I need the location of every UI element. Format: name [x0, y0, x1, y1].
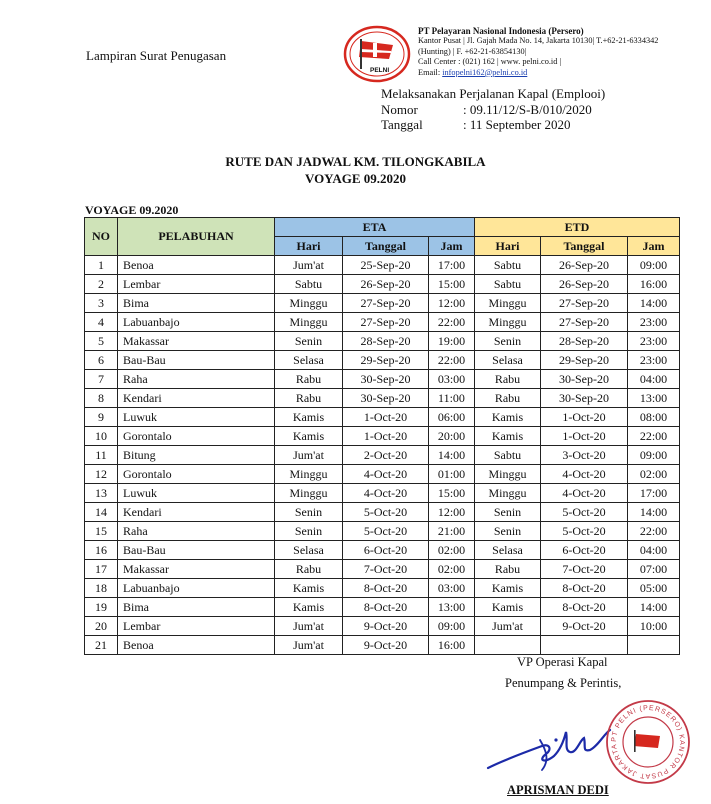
table-row — [85, 522, 680, 541]
cell-pelabuhan: Labuanbajo — [118, 313, 275, 332]
cell-pelabuhan: Raha — [118, 522, 275, 541]
cell-etd-hari: Sabtu — [475, 256, 541, 275]
cell-eta-jam: 17:00 — [429, 256, 475, 275]
table-row — [85, 408, 680, 427]
table-row — [85, 446, 680, 465]
cell-etd-tanggal: 26-Sep-20 — [541, 275, 628, 294]
cell-eta-hari: Senin — [275, 503, 343, 522]
cell-eta-jam: 21:00 — [429, 522, 475, 541]
eta-subheader-jam: Jam — [429, 237, 475, 256]
cell-etd-hari: Selasa — [475, 351, 541, 370]
cell-eta-hari: Minggu — [275, 465, 343, 484]
cell-eta-jam: 03:00 — [429, 579, 475, 598]
cell-eta-hari: Jum'at — [275, 636, 343, 655]
cell-etd-tanggal: 29-Sep-20 — [541, 351, 628, 370]
cell-eta-jam: 16:00 — [429, 636, 475, 655]
cell-eta-tanggal: 6-Oct-20 — [343, 541, 429, 560]
company-email-line — [418, 68, 708, 78]
cell-eta-jam: 01:00 — [429, 465, 475, 484]
table-row — [85, 598, 680, 617]
cell-eta-tanggal: 1-Oct-20 — [343, 427, 429, 446]
cell-etd-hari: Selasa — [475, 541, 541, 560]
cell-pelabuhan: Benoa — [118, 256, 275, 275]
cell-etd-tanggal: 27-Sep-20 — [541, 294, 628, 313]
table-row — [85, 313, 680, 332]
cell-pelabuhan: Lembar — [118, 617, 275, 636]
cell-eta-hari: Senin — [275, 522, 343, 541]
cell-etd-hari: Minggu — [475, 294, 541, 313]
cell-etd-tanggal: 4-Oct-20 — [541, 484, 628, 503]
cell-etd-tanggal: 3-Oct-20 — [541, 446, 628, 465]
cell-eta-tanggal: 28-Sep-20 — [343, 332, 429, 351]
cell-etd-hari: Rabu — [475, 389, 541, 408]
cell-no: 2 — [85, 275, 118, 294]
cell-etd-jam: 14:00 — [628, 598, 680, 617]
cell-etd-jam — [628, 636, 680, 655]
cell-pelabuhan: Bau-Bau — [118, 351, 275, 370]
cell-etd-tanggal: 27-Sep-20 — [541, 313, 628, 332]
cell-etd-hari: Kamis — [475, 598, 541, 617]
cell-etd-tanggal: 1-Oct-20 — [541, 408, 628, 427]
cell-eta-tanggal: 26-Sep-20 — [343, 275, 429, 294]
cell-eta-jam: 12:00 — [429, 503, 475, 522]
cell-no: 8 — [85, 389, 118, 408]
cell-etd-jam: 14:00 — [628, 503, 680, 522]
nomor-label: Nomor — [381, 101, 418, 117]
cell-no: 19 — [85, 598, 118, 617]
cell-eta-hari: Jum'at — [275, 617, 343, 636]
cell-pelabuhan: Labuanbajo — [118, 579, 275, 598]
cell-pelabuhan: Bitung — [118, 446, 275, 465]
signatory-title-line1: VP Operasi Kapal — [517, 655, 608, 669]
cell-eta-jam: 02:00 — [429, 560, 475, 579]
etd-subheader-hari: Hari — [475, 237, 541, 256]
cell-etd-jam: 10:00 — [628, 617, 680, 636]
reference-subject: Melaksanakan Perjalanan Kapal (Emplooi) — [381, 86, 606, 101]
cell-no: 17 — [85, 560, 118, 579]
cell-etd-hari: Minggu — [475, 313, 541, 332]
cell-no: 12 — [85, 465, 118, 484]
cell-eta-hari: Minggu — [275, 484, 343, 503]
tanggal-label: Tanggal — [381, 117, 423, 132]
cell-no: 7 — [85, 370, 118, 389]
cell-pelabuhan: Kendari — [118, 503, 275, 522]
cell-etd-jam: 23:00 — [628, 313, 680, 332]
cell-etd-jam: 13:00 — [628, 389, 680, 408]
cell-pelabuhan: Luwuk — [118, 484, 275, 503]
cell-no: 10 — [85, 427, 118, 446]
email-link[interactable]: infopelni162@pelni.co.id — [442, 67, 528, 77]
cell-etd-jam: 07:00 — [628, 560, 680, 579]
schedule-table — [84, 217, 680, 655]
cell-eta-jam: 22:00 — [429, 313, 475, 332]
cell-eta-hari: Kamis — [275, 598, 343, 617]
cell-eta-jam: 11:00 — [429, 389, 475, 408]
cell-eta-hari: Jum'at — [275, 256, 343, 275]
cell-eta-hari: Rabu — [275, 560, 343, 579]
cell-pelabuhan: Makassar — [118, 332, 275, 351]
company-address-line: Call Center : (021) 162 | www. pelni.co.id | — [418, 57, 562, 67]
table-row — [85, 370, 680, 389]
cell-eta-tanggal: 27-Sep-20 — [343, 294, 429, 313]
table-row — [85, 427, 680, 446]
cell-etd-tanggal: 8-Oct-20 — [541, 579, 628, 598]
table-voyage-label: VOYAGE 09.2020 — [85, 203, 179, 217]
cell-etd-hari: Minggu — [475, 484, 541, 503]
table-row — [85, 503, 680, 522]
cell-etd-hari: Sabtu — [475, 446, 541, 465]
cell-etd-jam: 16:00 — [628, 275, 680, 294]
eta-subheader-hari: Hari — [275, 237, 343, 256]
cell-eta-hari: Sabtu — [275, 275, 343, 294]
col-header-pelabuhan: PELABUHAN — [118, 218, 275, 256]
table-row — [85, 560, 680, 579]
cell-etd-jam: 17:00 — [628, 484, 680, 503]
cell-etd-jam: 14:00 — [628, 294, 680, 313]
cell-no: 11 — [85, 446, 118, 465]
cell-eta-tanggal: 8-Oct-20 — [343, 598, 429, 617]
cell-etd-tanggal: 5-Oct-20 — [541, 522, 628, 541]
cell-eta-hari: Kamis — [275, 408, 343, 427]
table-row — [85, 636, 680, 655]
email-label: Email: — [418, 67, 443, 77]
cell-no: 13 — [85, 484, 118, 503]
reference-nomor-row — [381, 102, 605, 118]
cell-etd-hari: Senin — [475, 522, 541, 541]
cell-eta-hari: Selasa — [275, 541, 343, 560]
company-address-line: (Hunting) | F. +62-21-63854130| — [418, 46, 527, 56]
cell-etd-tanggal: 26-Sep-20 — [541, 256, 628, 275]
col-header-eta: ETA — [275, 218, 475, 237]
signatory-name: APRISMAN DEDI — [507, 783, 609, 797]
cell-etd-hari: Jum'at — [475, 617, 541, 636]
cell-no: 3 — [85, 294, 118, 313]
etd-subheader-jam: Jam — [628, 237, 680, 256]
cell-etd-tanggal: 6-Oct-20 — [541, 541, 628, 560]
cell-etd-jam: 04:00 — [628, 541, 680, 560]
cell-eta-jam: 13:00 — [429, 598, 475, 617]
cell-eta-jam: 20:00 — [429, 427, 475, 446]
cell-etd-tanggal: 7-Oct-20 — [541, 560, 628, 579]
stamp-text: PT PELNI (PERSERO) KANTOR PUSAT JAKARTA — [610, 704, 686, 780]
cell-eta-hari: Rabu — [275, 370, 343, 389]
cell-eta-jam: 12:00 — [429, 294, 475, 313]
document-title: RUTE DAN JADWAL KM. TILONGKABILA — [225, 154, 486, 169]
lampiran-label: Lampiran Surat Penugasan — [86, 48, 227, 63]
cell-no: 14 — [85, 503, 118, 522]
table-row — [85, 617, 680, 636]
cell-etd-hari: Sabtu — [475, 275, 541, 294]
company-stamp — [604, 698, 692, 786]
cell-pelabuhan: Gorontalo — [118, 465, 275, 484]
cell-eta-tanggal: 9-Oct-20 — [343, 636, 429, 655]
cell-etd-hari: Rabu — [475, 560, 541, 579]
cell-eta-tanggal: 8-Oct-20 — [343, 579, 429, 598]
table-row — [85, 541, 680, 560]
cell-etd-jam: 05:00 — [628, 579, 680, 598]
col-header-no: NO — [85, 218, 118, 256]
cell-no: 4 — [85, 313, 118, 332]
cell-eta-hari: Rabu — [275, 389, 343, 408]
cell-eta-jam: 19:00 — [429, 332, 475, 351]
table-row — [85, 256, 680, 275]
table-row — [85, 484, 680, 503]
cell-etd-tanggal: 30-Sep-20 — [541, 370, 628, 389]
cell-pelabuhan: Luwuk — [118, 408, 275, 427]
cell-eta-tanggal: 4-Oct-20 — [343, 465, 429, 484]
cell-eta-jam: 22:00 — [429, 351, 475, 370]
nomor-value: : 09.11/12/S-B/010/2020 — [463, 101, 592, 117]
cell-pelabuhan: Bima — [118, 598, 275, 617]
cell-eta-jam: 02:00 — [429, 541, 475, 560]
cell-eta-hari: Kamis — [275, 579, 343, 598]
cell-etd-tanggal: 9-Oct-20 — [541, 617, 628, 636]
eta-subheader-tanggal: Tanggal — [343, 237, 429, 256]
col-header-etd: ETD — [475, 218, 680, 237]
cell-etd-jam: 23:00 — [628, 351, 680, 370]
etd-subheader-tanggal: Tanggal — [541, 237, 628, 256]
cell-etd-tanggal: 1-Oct-20 — [541, 427, 628, 446]
cell-eta-jam: 03:00 — [429, 370, 475, 389]
cell-eta-tanggal: 5-Oct-20 — [343, 503, 429, 522]
cell-eta-tanggal: 9-Oct-20 — [343, 617, 429, 636]
document-subtitle: VOYAGE 09.2020 — [304, 171, 407, 186]
cell-etd-hari: Kamis — [475, 427, 541, 446]
cell-etd-hari — [475, 636, 541, 655]
cell-eta-hari: Jum'at — [275, 446, 343, 465]
cell-etd-tanggal: 28-Sep-20 — [541, 332, 628, 351]
cell-eta-hari: Minggu — [275, 313, 343, 332]
cell-etd-jam: 08:00 — [628, 408, 680, 427]
cell-eta-tanggal: 7-Oct-20 — [343, 560, 429, 579]
cell-eta-jam: 15:00 — [429, 484, 475, 503]
company-address-line: Kantor Pusat | Jl. Gajah Mada No. 14, Jakarta 10130| T.+62-21-6334342 — [418, 36, 659, 46]
cell-no: 6 — [85, 351, 118, 370]
signatory-title-line2: Penumpang & Perintis, — [505, 676, 622, 690]
cell-no: 1 — [85, 256, 118, 275]
cell-etd-tanggal: 30-Sep-20 — [541, 389, 628, 408]
cell-pelabuhan: Kendari — [118, 389, 275, 408]
cell-etd-jam: 22:00 — [628, 522, 680, 541]
cell-eta-jam: 14:00 — [429, 446, 475, 465]
cell-eta-tanggal: 30-Sep-20 — [343, 389, 429, 408]
cell-pelabuhan: Bau-Bau — [118, 541, 275, 560]
cell-pelabuhan: Bima — [118, 294, 275, 313]
cell-no: 18 — [85, 579, 118, 598]
cell-eta-tanggal: 1-Oct-20 — [343, 408, 429, 427]
cell-eta-jam: 06:00 — [429, 408, 475, 427]
cell-no: 21 — [85, 636, 118, 655]
cell-etd-jam: 09:00 — [628, 256, 680, 275]
cell-pelabuhan: Lembar — [118, 275, 275, 294]
cell-eta-hari: Kamis — [275, 427, 343, 446]
cell-eta-jam: 15:00 — [429, 275, 475, 294]
cell-eta-tanggal: 29-Sep-20 — [343, 351, 429, 370]
cell-pelabuhan: Makassar — [118, 560, 275, 579]
cell-etd-tanggal: 8-Oct-20 — [541, 598, 628, 617]
table-row — [85, 275, 680, 294]
cell-etd-tanggal: 5-Oct-20 — [541, 503, 628, 522]
cell-eta-tanggal: 30-Sep-20 — [343, 370, 429, 389]
reference-tanggal-row — [381, 117, 605, 133]
cell-etd-jam: 09:00 — [628, 446, 680, 465]
tanggal-value: : 11 September 2020 — [463, 117, 571, 132]
cell-etd-hari: Senin — [475, 503, 541, 522]
table-row — [85, 294, 680, 313]
cell-etd-hari: Senin — [475, 332, 541, 351]
schedule-body — [85, 256, 680, 655]
cell-etd-hari: Kamis — [475, 408, 541, 427]
cell-no: 16 — [85, 541, 118, 560]
cell-eta-hari: Selasa — [275, 351, 343, 370]
cell-no: 20 — [85, 617, 118, 636]
cell-eta-tanggal: 25-Sep-20 — [343, 256, 429, 275]
cell-eta-tanggal: 27-Sep-20 — [343, 313, 429, 332]
cell-etd-hari: Rabu — [475, 370, 541, 389]
cell-eta-tanggal: 5-Oct-20 — [343, 522, 429, 541]
company-name: PT Pelayaran Nasional Indonesia (Persero) — [418, 26, 584, 36]
cell-no: 15 — [85, 522, 118, 541]
logo-text: PELNI — [370, 67, 390, 74]
cell-pelabuhan: Benoa — [118, 636, 275, 655]
reference-block — [381, 86, 605, 133]
cell-etd-tanggal: 4-Oct-20 — [541, 465, 628, 484]
cell-etd-jam: 02:00 — [628, 465, 680, 484]
cell-pelabuhan: Raha — [118, 370, 275, 389]
cell-eta-hari: Senin — [275, 332, 343, 351]
cell-etd-jam: 22:00 — [628, 427, 680, 446]
pelni-logo — [343, 25, 411, 83]
cell-etd-jam: 04:00 — [628, 370, 680, 389]
cell-no: 5 — [85, 332, 118, 351]
cell-no: 9 — [85, 408, 118, 427]
table-row — [85, 579, 680, 598]
table-row — [85, 351, 680, 370]
table-row — [85, 332, 680, 351]
table-row — [85, 389, 680, 408]
cell-pelabuhan: Gorontalo — [118, 427, 275, 446]
table-row — [85, 465, 680, 484]
company-info — [418, 26, 708, 78]
cell-etd-hari: Kamis — [475, 579, 541, 598]
cell-eta-tanggal: 2-Oct-20 — [343, 446, 429, 465]
cell-eta-tanggal: 4-Oct-20 — [343, 484, 429, 503]
cell-etd-hari: Minggu — [475, 465, 541, 484]
cell-etd-jam: 23:00 — [628, 332, 680, 351]
cell-eta-jam: 09:00 — [429, 617, 475, 636]
cell-etd-tanggal — [541, 636, 628, 655]
cell-eta-hari: Minggu — [275, 294, 343, 313]
